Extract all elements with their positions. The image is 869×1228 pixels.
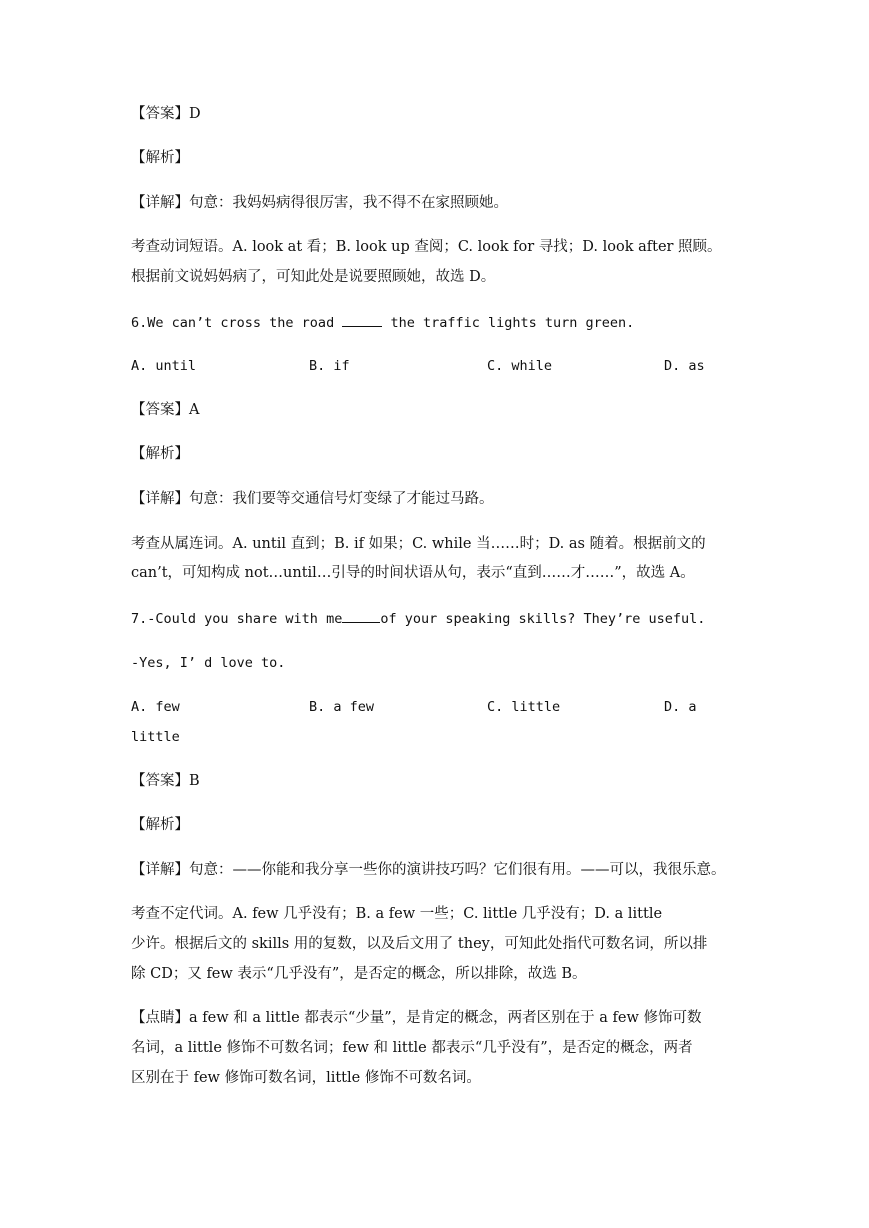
q7-stem <box>131 608 705 629</box>
q5-explain-line-2: 根据前文说妈妈病了，可知此处是说要照顾她，故选 D。 <box>131 269 496 285</box>
q7-tip-line-1: 【点睛】a few 和 a little 都表示“少量”，是肯定的概念，两者区别在于 a few 修饰可数 <box>131 1010 702 1026</box>
q7-option-c: C. little <box>487 699 561 715</box>
q7-options <box>131 697 741 717</box>
q7-stem-before: 7.-Could you share with me <box>131 611 343 627</box>
q7-answer: 【答案】B <box>131 773 200 789</box>
q7-analysis-heading: 【解析】 <box>131 817 189 833</box>
q7-tip-line-2: 名词，a little 修饰不可数名词；few 和 little 都表示“几乎没有”，是否定的概念，两者 <box>131 1040 693 1056</box>
q7-explain-line-1: 考查不定代词。A. few 几乎没有；B. a few 一些；C. little 几乎没有；D. a little <box>131 906 663 922</box>
q7-blank <box>342 608 380 623</box>
q6-stem-after: the traffic lights turn green. <box>382 315 635 331</box>
q6-blank <box>342 312 382 327</box>
q6-options <box>131 356 741 376</box>
q6-stem-before: 6.We can’t cross the road <box>131 315 343 331</box>
q6-answer: 【答案】A <box>131 402 200 418</box>
q7-option-d-wrap: little <box>131 729 180 745</box>
q7-option-a: A. few <box>131 699 180 715</box>
q7-explain-line-3: 除 CD；又 few 表示“几乎没有”，是否定的概念，所以排除，故选 B。 <box>131 966 587 982</box>
q6-option-c: C. while <box>487 358 553 374</box>
q5-answer: 【答案】D <box>131 106 201 122</box>
q6-stem <box>131 312 634 333</box>
q6-analysis-heading: 【解析】 <box>131 446 189 462</box>
q7-option-d: D. a <box>664 699 697 715</box>
q6-option-d: D. as <box>664 358 705 374</box>
q7-tip-line-3: 区别在于 few 修饰可数名词，little 修饰不可数名词。 <box>131 1070 481 1086</box>
q6-explain-line-1: 考查从属连词。A. until 直到；B. if 如果；C. while 当……时；D. as 随着。根据前文的 <box>131 536 706 552</box>
q6-detail: 【详解】句意：我们要等交通信号灯变绿了才能过马路。 <box>131 491 494 507</box>
q6-option-b: B. if <box>309 358 350 374</box>
q7-detail: 【详解】句意：——你能和我分享一些你的演讲技巧吗？它们很有用。——可以，我很乐意。 <box>131 862 726 878</box>
q6-option-a: A. until <box>131 358 197 374</box>
q7-stem-after: of your speaking skills? They’re useful. <box>380 611 706 627</box>
q5-analysis-heading: 【解析】 <box>131 150 189 166</box>
q7-explain-line-2: 少许。根据后文的 skills 用的复数，以及后文用了 they，可知此处指代可数名词，所以排 <box>131 936 708 952</box>
q7-option-b: B. a few <box>309 699 375 715</box>
q5-explain-line-1: 考查动词短语。A. look at 看；B. look up 查阅；C. look for 寻找；D. look after 照顾。 <box>131 239 722 255</box>
q5-detail: 【详解】句意：我妈妈病得很厉害，我不得不在家照顾她。 <box>131 195 508 211</box>
q6-explain-line-2: can’t，可知构成 not…until…引导的时间状语从句，表示“直到……才……”，故选 A。 <box>131 565 695 581</box>
q7-reply: -Yes, I’ d love to. <box>131 655 286 671</box>
